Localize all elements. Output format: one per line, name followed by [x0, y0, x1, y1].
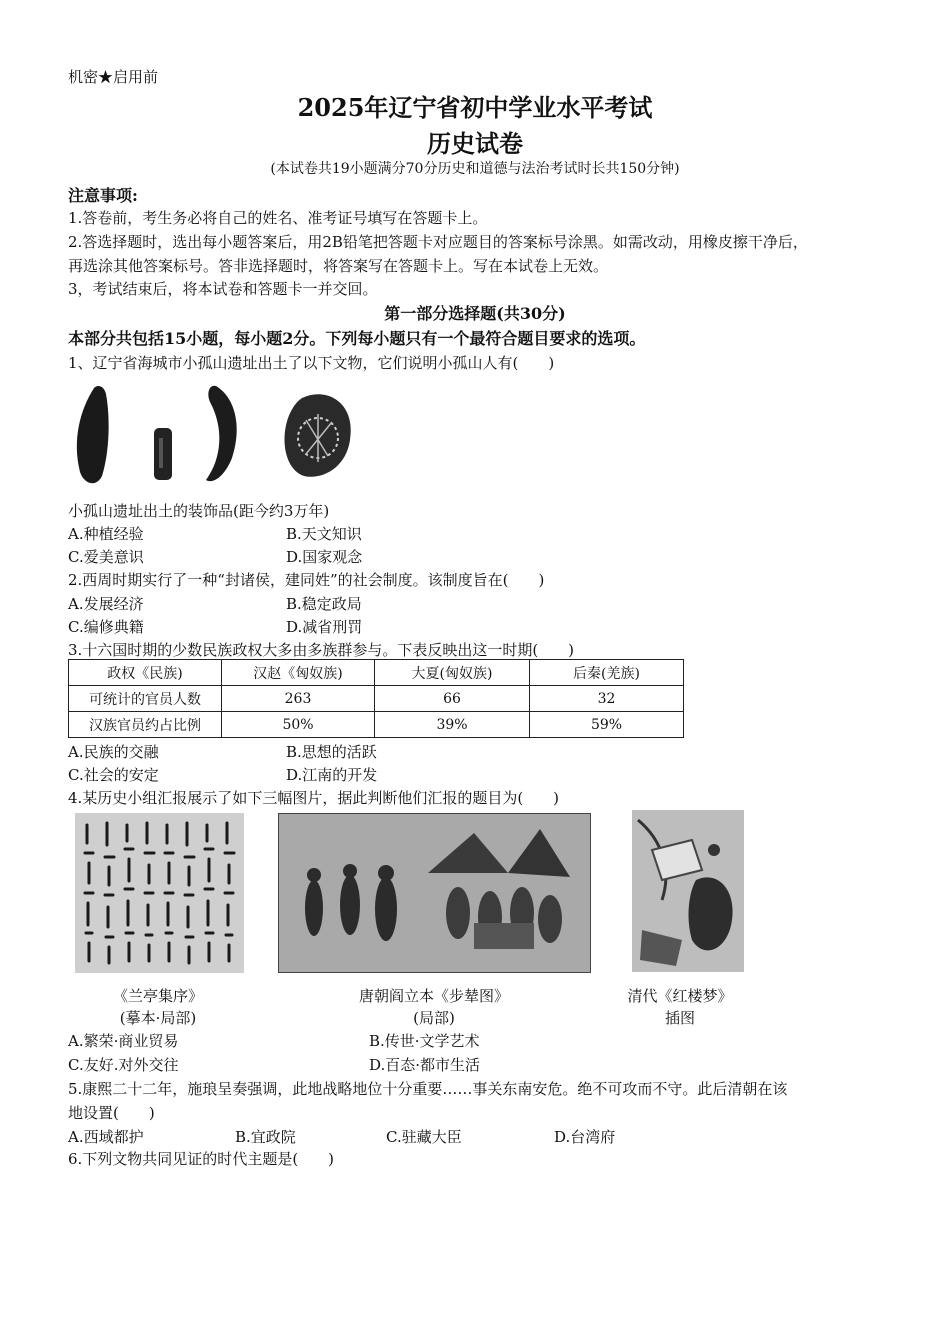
confidential-label: 机密★启用前 — [68, 68, 159, 86]
q5-option-c[interactable]: C.驻藏大臣 — [386, 1128, 462, 1146]
table-header-cell: 大夏(匈奴族) — [375, 660, 530, 686]
q3-option-d[interactable]: D.江南的开发 — [286, 766, 378, 784]
note-item: 3，考试结束后，将本试卷和答题卡一并交回。 — [68, 280, 378, 298]
q5-option-b[interactable]: B.宜政院 — [235, 1128, 296, 1146]
part1-description: 本部分共包括15小题，每小题2分。下列每小题只有一个最符合题目要求的选项。 — [68, 329, 646, 348]
q3-option-a[interactable]: A.民族的交融 — [68, 743, 159, 761]
table-header-row — [69, 660, 684, 686]
exam-subject-title: 历史试卷 — [427, 129, 523, 158]
table-cell: 50% — [222, 712, 375, 738]
q1-option-d[interactable]: D.国家观念 — [286, 548, 363, 566]
q5-stem-line2: 地设置( ) — [68, 1104, 155, 1122]
table-header-cell: 汉赵《匈奴族) — [222, 660, 375, 686]
q1-artifacts-image — [66, 380, 366, 495]
note-item: 再选涂其他答案标号。答非选择题时，将答案写在答题卡上。写在本试卷上无效。 — [68, 257, 609, 275]
notes-heading: 注意事项: — [68, 186, 138, 205]
table-cell: 39% — [375, 712, 530, 738]
q4-option-b[interactable]: B.传世·文学艺术 — [369, 1032, 480, 1050]
q2-option-d[interactable]: D.减省刑罚 — [286, 618, 363, 636]
q1-option-b[interactable]: B.天文知识 — [286, 525, 362, 543]
q2-option-c[interactable]: C.编修典籍 — [68, 618, 144, 636]
q5-option-d[interactable]: D.台湾府 — [554, 1128, 616, 1146]
q1-option-a[interactable]: A.种植经验 — [68, 525, 144, 543]
part1-title: 第一部分选择题(共30分) — [384, 304, 566, 323]
note-item: 2.答选择题时，选出每小题答案后，用2B铅笔把答题卡对应题目的答案标号涂黑。如需改动，用橡皮擦干净后， — [68, 233, 808, 251]
q4-caption-1-line2: (摹本·局部) — [119, 1009, 197, 1027]
q3-table — [68, 659, 684, 738]
q4-hongloumeng-image — [632, 810, 744, 972]
table-header-cell: 政权《民族) — [69, 660, 222, 686]
q3-option-c[interactable]: C.社会的安定 — [68, 766, 159, 784]
q1-caption: 小孤山遗址出土的装饰品(距今约3万年) — [68, 502, 330, 520]
q2-stem: 2.西周时期实行了一种“封诸侯，建同姓”的社会制度。该制度旨在( ) — [68, 571, 545, 589]
q2-option-a[interactable]: A.发展经济 — [68, 595, 144, 613]
table-cell: 263 — [222, 686, 375, 712]
q2-option-b[interactable]: B.稳定政局 — [286, 595, 362, 613]
note-item: 1.答卷前，考生务必将自己的姓名、准考证号填写在答题卡上。 — [68, 209, 488, 227]
table-cell: 32 — [530, 686, 684, 712]
q4-option-a[interactable]: A.繁荣·商业贸易 — [68, 1032, 179, 1050]
q4-caption-1-line1: 《兰亭集序》 — [112, 987, 203, 1005]
q4-lantingxu-image — [75, 813, 244, 973]
q4-option-d[interactable]: D.百态·都市生活 — [369, 1056, 481, 1074]
table-cell: 汉族官员约占比例 — [69, 712, 222, 738]
table-cell: 59% — [530, 712, 684, 738]
q6-stem: 6.下列文物共同见证的时代主题是( ) — [68, 1150, 335, 1168]
q4-stem: 4.某历史小组汇报展示了如下三幅图片，据此判断他们汇报的题目为( ) — [68, 789, 560, 807]
q3-option-b[interactable]: B.思想的活跃 — [286, 743, 377, 761]
table-row — [69, 712, 684, 738]
artifact-tooth-pendant — [77, 386, 109, 483]
table-header-cell: 后秦(羌族) — [530, 660, 684, 686]
artifact-tusk-pendant — [206, 386, 237, 481]
table-row — [69, 686, 684, 712]
q5-option-a[interactable]: A.西域都护 — [68, 1128, 144, 1146]
q1-stem: 1、辽宁省海城市小孤山遗址出土了以下文物，它们说明小孤山人有( ) — [68, 354, 555, 372]
q4-caption-2-line2: (局部) — [413, 1009, 455, 1027]
q4-caption-2-line1: 唐朝阎立本《步辇图》 — [358, 987, 509, 1005]
table-cell: 66 — [375, 686, 530, 712]
q4-bunian-tu-image — [278, 813, 591, 973]
exam-subtitle: (本试卷共19小题满分70分历史和道德与法治考试时长共150分钟) — [270, 161, 680, 177]
q3-stem: 3.十六国时期的少数民族政权大多由多族群参与。下表反映出这一时期( ) — [68, 641, 575, 659]
q5-stem-line1: 5.康熙二十二年，施琅呈奏强调，此地战略地位十分重要……事关东南安危。绝不可攻而不守。此后清朝在该 — [68, 1080, 788, 1098]
exam-title: 2025年辽宁省初中学业水平考试 — [297, 93, 653, 122]
q4-option-c[interactable]: C.友好.对外交往 — [68, 1056, 179, 1074]
q4-caption-3-line1: 清代《红楼梦》 — [627, 987, 733, 1005]
q4-caption-3-line2: 插图 — [664, 1009, 695, 1027]
q1-option-c[interactable]: C.爱美意识 — [68, 548, 144, 566]
table-cell: 可统计的官员人数 — [69, 686, 222, 712]
